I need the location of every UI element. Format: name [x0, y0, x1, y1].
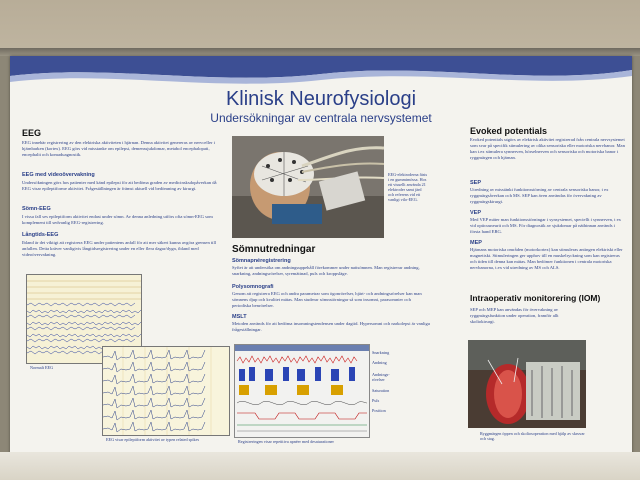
sleep-sub-mslt: MSLT — [232, 314, 247, 320]
poly-label-snoring: Snarkning — [372, 350, 390, 355]
wall-bottom — [0, 452, 640, 480]
polysomnography-image — [234, 344, 370, 438]
iom-surgery-photo — [468, 340, 586, 428]
evoked-sub-vep: VEP — [470, 210, 482, 216]
sleep-sub-psg: Polysomnografi — [232, 284, 274, 290]
polysomnography-caption: Registreringen visar repetitiva apnéer med desaturationer — [238, 439, 334, 444]
sleep-heading: Sömnutredningar — [232, 244, 316, 255]
epileptic-eeg-caption: EEG visar epileptiform aktivitet av typen related spikes — [106, 437, 200, 442]
eeg-sub-longterm: Långtids-EEG — [22, 232, 59, 238]
eeg-sub-sleep: Sömn-EEG — [22, 206, 51, 212]
poly-label-effort: Andnings-rörelser — [372, 372, 390, 382]
frame-top — [0, 48, 640, 56]
frame-right — [632, 56, 640, 456]
eeg-text-video: Undersökningen görs hos patienter med känd epilepsi för att bedöma graden av medicinsksdopåverkan då EEG visar epileptiforme aktivitet. Frågeställningen är främst aktuell vid bedömning av kirurgi. — [22, 180, 217, 191]
poly-label-pulse: Puls — [372, 398, 380, 403]
epileptic-eeg-image — [102, 346, 230, 436]
eeg-cap-photo — [232, 136, 384, 238]
sleep-text-apnea: Syftet är att undersöka om andningsuppehåll förekommer under nattsömnen. Man registrerar andning, snarkning, andningsrörelser, syremättnad, puls och kroppsläge. — [232, 265, 420, 276]
evoked-text-mep: Hjärnans motoriska områden (motorkortex) kan stimuleras antingen elektriskt eller magnetiskt. Stimuleringen ger upphov till en muskelryckning som kan registreras och tiden till denna kan mätas. Man bedömer funktionen i centrala motoriska nervbanorna, t.ex vid utredning av MS och ALS. — [470, 247, 623, 270]
iom-heading: Intraoperativ monitorering (IOM) — [470, 293, 601, 303]
evoked-sub-sep: SEP — [470, 180, 482, 186]
sleep-text-mslt: Metoden används för att bedöma insomningstendensen under dagtid. Hypersomni och narkolepsi är vanliga frågeställningar. — [232, 321, 430, 332]
poly-label-position: Position — [372, 408, 386, 413]
evoked-heading: Evoked potentials — [470, 126, 548, 136]
normal-eeg-caption: Normalt EEG — [30, 365, 54, 370]
sleep-text-psg: Genom att registrera EEG och andra parametrar som ögonrörelser, hjärt- och andningsrörelser kan man sömnens djup och kvalitet mätas. Man studerar sömnstörningar så som insomni, parasomnier och periodiska benrörelser. — [232, 291, 422, 308]
eeg-text-sleep: I vissa fall ses epileptiform aktivitet endast under sömn. Av denna anledning utförs ofta sömn-EEG som komplement till sedvanlig EEG-registrering. — [22, 214, 213, 225]
poly-label-saturation: Saturation — [372, 388, 390, 393]
evoked-sub-mep: MEP — [470, 240, 482, 246]
evoked-text-vep: Med VEP mäter man funktionsstörningar i synsystemet, speciellt i synnerven, t ex vid opticusneurit och MS. För diagnostik av sjukdomar på näthinnan används i första hand ERG. — [470, 217, 621, 234]
evoked-intro: Evoked potentials utgörs av elektrisk aktivitet registrerad från centrala nervsystemet som svar på specifik stimulering av olika sensoriska eller motoriska nervbanor. Man kan t.ex stimulera synnerven, hörselnerven och sensoriska och motoriska banor i ryggmärgen och hjärnan. — [470, 137, 625, 160]
eeg-intro: EEG innebär registrering av den elektriska aktiviteten i hjärnan. Denna aktivitet genereras av nervceller i hjärnbarken (kortex). EEG görs vid misstanke om epilepsi, demenssjukdomar, metabol encephalopati, encephalit och komaduagnostik. — [22, 140, 215, 157]
poster-subtitle: Undersökningar av centrala nervsystemet — [210, 111, 432, 125]
eeg-sub-video: EEG med videoövervakning — [22, 172, 95, 178]
iom-text: SEP och MEP kan användas för övervakning av ryggmärgsfunktion under operation, framför allt skoliokirurgi. — [470, 307, 559, 324]
poster-title: Klinisk Neurofysiologi — [225, 88, 417, 110]
eeg-text-longterm: Ibland är det viktigt att registrera EEG under patientens anfall för att mer säkert kunna avgöra grensen till anfallen. Detta kräver vanligtvis långtidsregistrering under en eller flera dagar/dygn, ibland med videoövervakning. — [22, 240, 217, 257]
poly-label-breathing: Andning — [372, 360, 387, 365]
iom-caption: Ryggmärgen öppen och skoliosoperation med hjälp av skruvar och stag. — [480, 431, 585, 441]
poster — [10, 56, 632, 456]
frame-left — [0, 56, 10, 456]
evoked-text-sep: Utredning av misstänkt funktionsstörning av centrala sensoriska banor, t ex ryggmärgsåverkan och MS. SEP kan även användas för övervakning av ryggmärgskirurgi. — [470, 187, 609, 204]
header-wave-decoration — [10, 56, 632, 90]
eeg-cap-caption: EEG-elektroderna fästs i en gummimössa. Hos ett visuellt använda 21 elektroder samt järd och referens vid ett vanligt vilo-EEG. — [388, 172, 428, 202]
sleep-sub-apnea: Sömnapnéregistrering — [232, 258, 291, 264]
eeg-heading: EEG — [22, 128, 42, 138]
